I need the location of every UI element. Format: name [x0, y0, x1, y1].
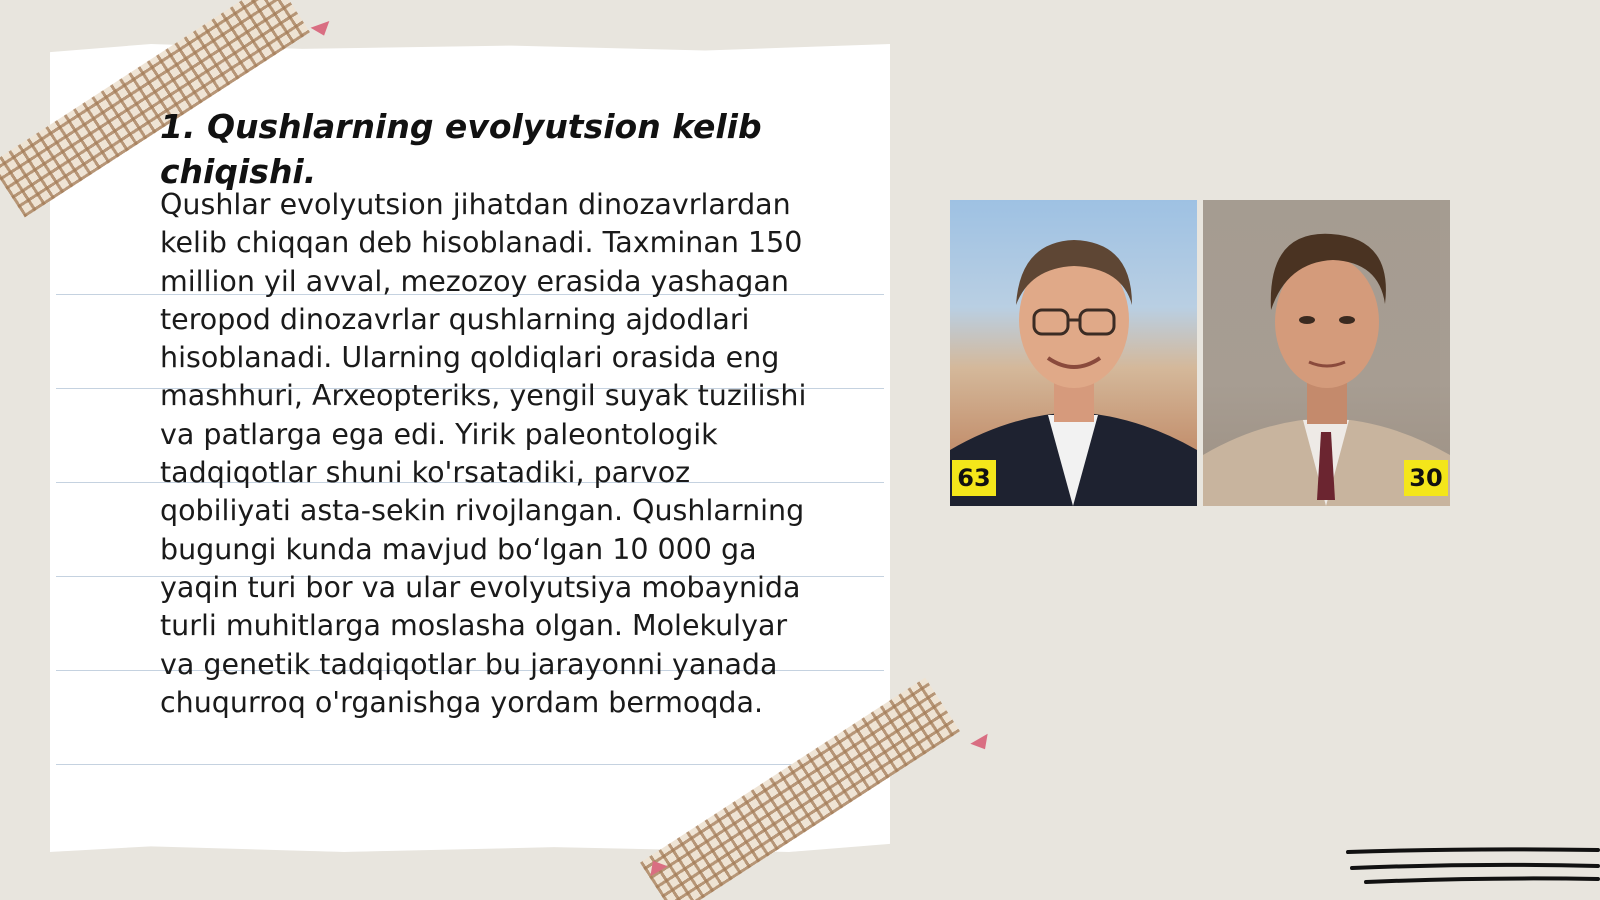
slide-title: 1. Qushlarning evolyutsion kelib chiqishi.: [160, 107, 762, 191]
pin-icon: [311, 21, 334, 39]
age-badge: 63: [952, 460, 996, 496]
photo-comparison: [950, 200, 1450, 506]
photo-younger-man: [1203, 200, 1450, 506]
age-badge: 30: [1404, 460, 1448, 496]
paper-rule-line: [56, 764, 884, 765]
photo-older-man: [950, 200, 1197, 506]
slide-body-text: Qushlar evolyutsion jihatdan dinozavrlardan kelib chiqqan deb hisoblanadi. Taxminan 150 million yil avval, mezozoy erasida yashagan teropod dinozavrlar qushlarning ajdodlari hisoblanadi. Ularning qoldiqlari orasida eng mashhuri, Arxeopteriks, yengil suyak tuzilishi va patlarga ega edi. Yirik paleontologik tadqiqotlar shuni ko'rsatadiki, parvoz qobiliyati asta-sekin rivojlangan. Qushlarning bugungi kunda mavjud boʻlgan 10 000 ga yaqin turi bor va ular evolyutsiya mobaynida turli muhitlarga moslasha olgan. Molekulyar va genetik tadqiqotlar bu jarayonni yanada chuqurroq o'rganishga yordam bermoqda.: [160, 188, 807, 719]
pin-icon: [970, 734, 993, 754]
scribble-lines-decoration: [1346, 846, 1600, 890]
